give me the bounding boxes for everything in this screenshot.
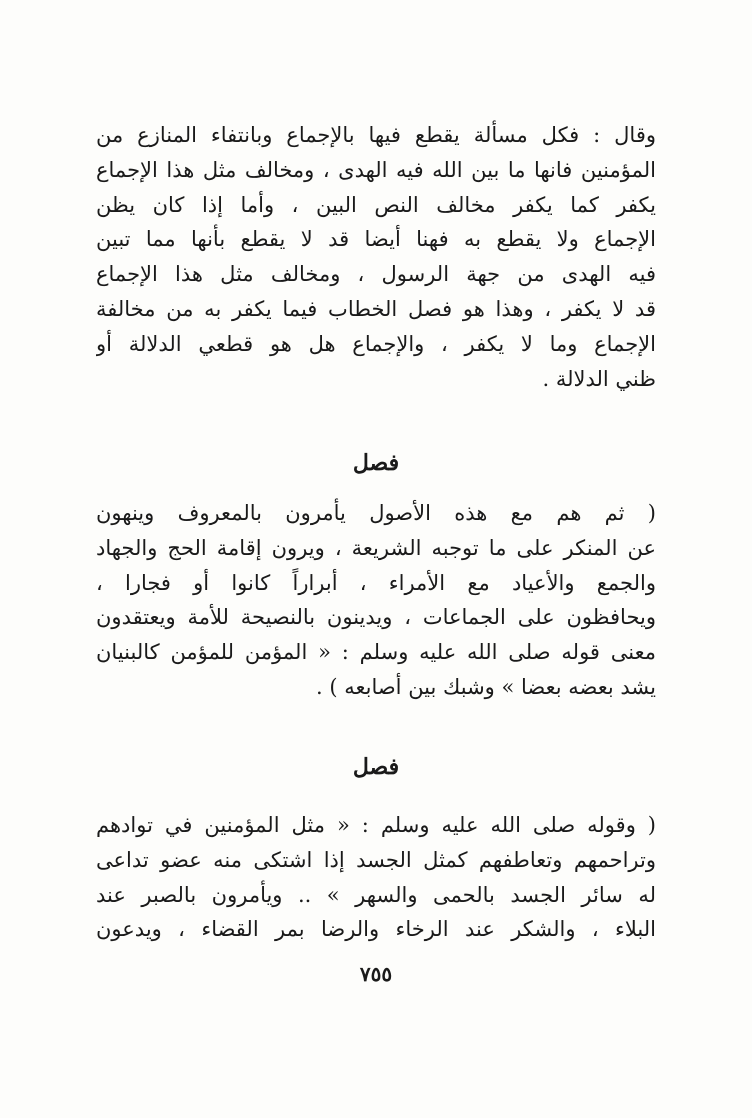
- text-line: معنى قوله صلى الله عليه وسلم : « المؤمن للمؤمن كالبنيان: [96, 640, 656, 665]
- text-line: ( وقوله صلى الله عليه وسلم : « مثل المؤمنين في توادهم: [96, 813, 656, 837]
- text-line: قد لا يكفر ، وهذا هو فصل الخطاب فيما يكفر به من مخالفة: [96, 296, 656, 321]
- page-number: ٧٥٥: [359, 962, 393, 986]
- section-heading: فصل: [352, 450, 400, 476]
- text-line: الإجماع وما لا يكفر ، والإجماع هل هو قطعي الدلالة أو: [96, 331, 656, 356]
- paragraph-amr-bil-maruf: [96, 496, 656, 705]
- text-line: يشد بعضه بعضا » وشبك بين أصابعه ) .: [316, 674, 656, 699]
- text-line: وتراحمهم وتعاطفهم كمثل الجسد إذا اشتكى منه عضو تداعى: [96, 847, 656, 872]
- text-line: له سائر الجسد بالحمى والسهر » .. ويأمرون بالصبر عند: [96, 882, 656, 907]
- text-line: عن المنكر على ما توجبه الشريعة ، ويرون إقامة الحج والجهاد: [96, 535, 656, 560]
- paragraph-ijma: [96, 118, 656, 396]
- text-line: ظني الدلالة .: [542, 366, 656, 391]
- text-line: الإجماع ولا يقطع به فهنا أيضا قد لا يقطع بأنها مما تبين: [96, 227, 656, 252]
- text-line: يكفر كما يكفر مخالف النص البين ، وأما إذا كان يظن: [96, 192, 656, 217]
- text-line: والجمع والأعياد مع الأمراء ، أبراراً كانوا أو فجارا ،: [96, 570, 656, 595]
- text-line: البلاء ، والشكر عند الرخاء والرضا بمر القضاء ، ويدعون: [96, 917, 656, 942]
- text-line: ويحافظون على الجماعات ، ويدينون بالنصيحة للأمة ويعتقدون: [96, 605, 656, 630]
- paragraph-mathal-al-muminin: [96, 808, 656, 947]
- section-heading: فصل: [352, 754, 400, 780]
- text-line: فيه الهدى من جهة الرسول ، ومخالف مثل هذا الإجماع: [96, 262, 656, 287]
- text-line: وقال : فكل مسألة يقطع فيها بالإجماع وبانتفاء المنازع من: [96, 123, 656, 147]
- text-line: المؤمنين فانها ما بين الله فيه الهدى ، ومخالف مثل هذا الإجماع: [96, 157, 656, 182]
- text-line: ( ثم هم مع هذه الأصول يأمرون بالمعروف وينهون: [96, 501, 656, 525]
